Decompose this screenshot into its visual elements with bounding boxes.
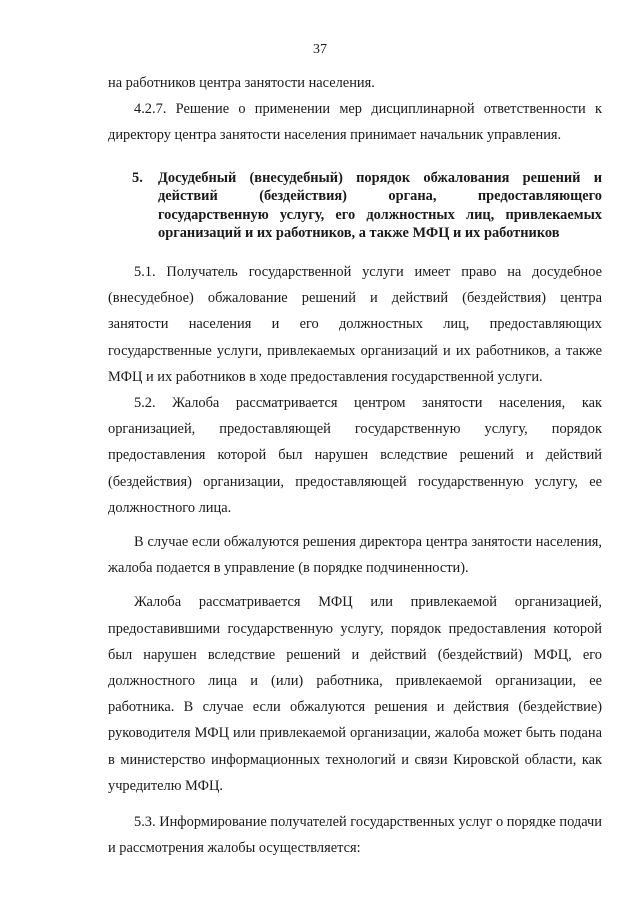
paragraph-continuation: на работников центра занятости населения.	[108, 75, 375, 91]
paragraph-5-3: 5.3. Информирование получателей государственных услуг о порядке подачи и рассмотрения жалобы осуществляется:	[108, 814, 602, 857]
paragraph-5-1: 5.1. Получатель государственной услуги имеет право на досудебное (внесудебное) обжалование решений и действий (бездействия) центра занятости населения и его должностных лиц, предоставляющих государственные услуги, привлекаемых организаций и их работников, а также МФЦ и их работников в ходе предоставления государственной услуги.	[108, 263, 602, 385]
paragraph-director-complaint: В случае если обжалуются решения директора центра занятости населения, жалоба подается в управление (в порядке подчиненности).	[108, 534, 602, 577]
section-heading	[108, 169, 602, 243]
document-body	[108, 70, 602, 861]
paragraph-5-2: 5.2. Жалоба рассматривается центром занятости населения, как организацией, предоставляющей государственную услугу, порядок предоставления которой был нарушен вследствие решений и действий (бездействия) организации, предоставляющей государственную услугу, ее должностного лица.	[108, 395, 602, 516]
section-number: 5.	[132, 169, 143, 186]
section-title: Досудебный (внесудебный) порядок обжалования решений и действий (бездействия) органа, предоставляющего государственную услугу, его должностных лиц, привлекаемых организаций и их работников, а также МФЦ и их работников	[158, 169, 602, 242]
page-number: 37	[313, 42, 327, 57]
paragraph-4-2-7: 4.2.7. Решение о применении мер дисциплинарной ответственности к директору центра занятости населения принимает начальник управления.	[108, 101, 602, 144]
paragraph-mfc-complaint: Жалоба рассматривается МФЦ или привлекаемой организацией, предоставившими государственную услугу, порядок предоставления которой был нарушен вследствие решений и действий (бездействий) МФЦ, его должностного лица и (или) работника, привлекаемой организации, ее работника. В случае если обжалуются решения и действия (бездействие) руководителя МФЦ или привлекаемой организации, жалоба может быть подана в министерство информационных технологий и связи Кировской области, как учредителю МФЦ.	[108, 594, 602, 794]
